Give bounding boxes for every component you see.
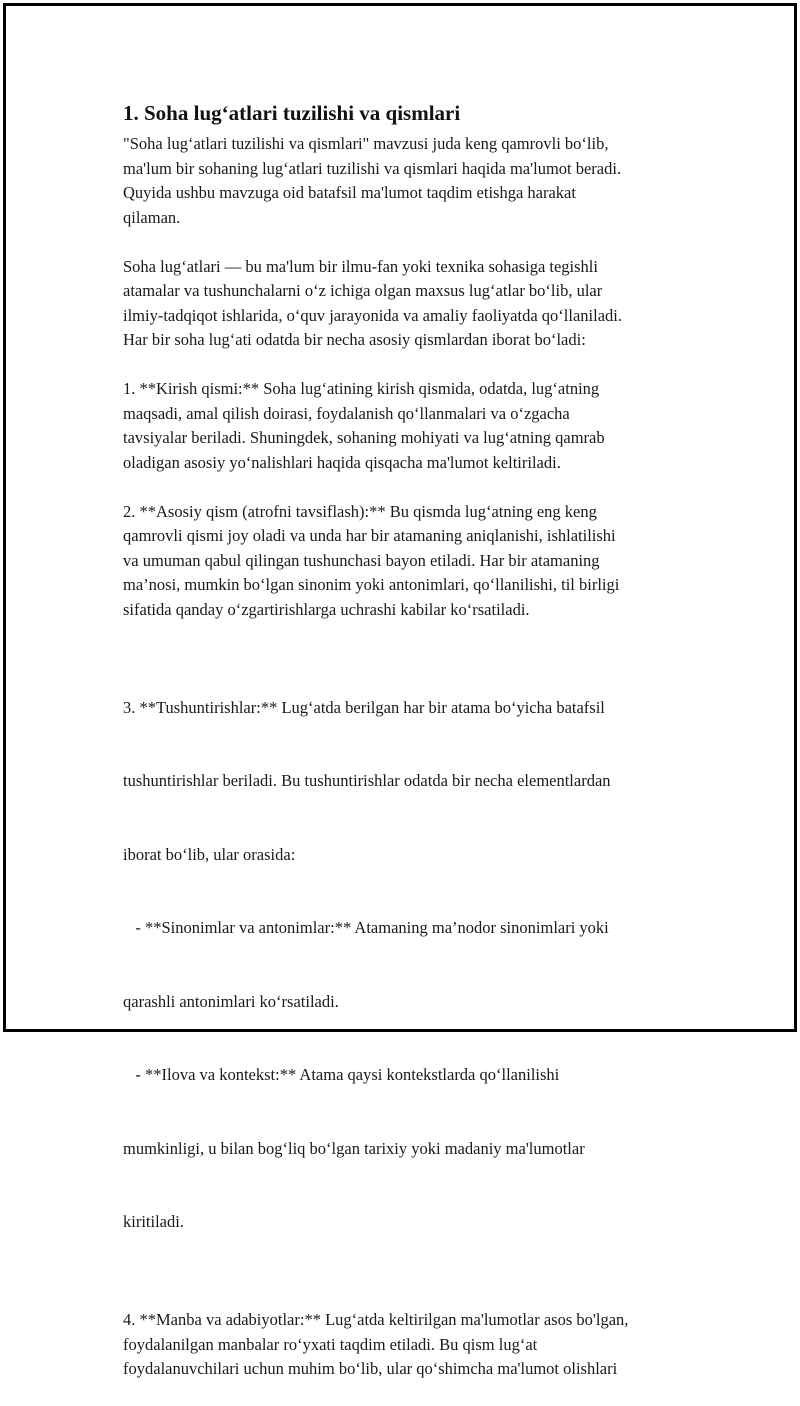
text-line: qarashli antonimlari ko‘rsatiladi.: [123, 991, 339, 1011]
text-line: 1. **Kirish qismi:** Soha lug‘atining kirish qismida, odatda, lug‘atning: [123, 379, 600, 398]
text-line: - **Ilova va kontekst:** Atama qaysi kontekstlarda qo‘llanilishi: [123, 1065, 560, 1084]
text-line: sifatida qanday o‘zgartirishlarga uchrashi kabilar ko‘rsatiladi.: [123, 599, 530, 619]
text-line: foydalanuvchilari uchun muhim bo‘lib, ular qo‘shimcha ma'lumot olishlari: [123, 1359, 618, 1378]
text-line: Har bir soha lug‘ati odatda bir necha asosiy qismlardan iborat bo‘ladi:: [123, 330, 586, 349]
text-line: mumkinligi, u bilan bog‘liq bo‘lgan tarixiy yoki madaniy ma'lumotlar: [123, 1138, 585, 1158]
text-line: Soha lug‘atlari — bu ma'lum bir ilmu-fan yoki texnika sohasiga tegishli: [123, 256, 598, 276]
text-line: va umuman qabul qilingan tushunchasi bayon etiladi. Har bir atamaning: [123, 550, 600, 570]
text-line: tushuntirishlar beriladi. Bu tushuntirishlar odatda bir necha elementlardan: [123, 771, 611, 790]
text-line: 4. **Manba va adabiyotlar:** Lug‘atda keltirilgan ma'lumotlar asos bo'lgan,: [123, 1310, 629, 1329]
paragraph-definition: [123, 255, 703, 353]
document-heading: 1. Soha lug‘atlari tuzilishi va qismlari: [123, 101, 461, 125]
document-body: [123, 101, 703, 1406]
text-line: tavsiyalar beriladi. Shuningdek, sohaning mohiyati va lug‘atning qamrab: [123, 428, 605, 447]
text-line: ma’nosi, mumkin bo‘lgan sinonim yoki antonimlari, qo‘llanilishi, til birligi: [123, 575, 620, 594]
paragraph-intro: [123, 132, 703, 230]
text-line: "Soha lug‘atlari tuzilishi va qismlari" mavzusi juda keng qamrovli bo‘lib,: [123, 134, 609, 153]
text-line: iborat bo‘lib, ular orasida:: [123, 844, 296, 864]
text-line: ilmiy-tadqiqot ishlarida, o‘quv jarayonida va amaliy faoliyatda qo‘llaniladi.: [123, 305, 622, 325]
page-frame: [3, 3, 797, 1378]
text-line: 3. **Tushuntirishlar:** Lug‘atda berilgan har bir atama bo‘yicha batafsil: [123, 697, 605, 717]
paragraph-item-4: [123, 1308, 703, 1382]
text-line: ma'lum bir sohaning lug‘atlari tuzilishi va qismlari haqida ma'lumot beradi.: [123, 158, 622, 178]
text-line: kiritiladi.: [123, 1212, 184, 1231]
text-line: 2. **Asosiy qism (atrofni tavsiflash):** Bu qismda lug‘atning eng keng: [123, 501, 597, 521]
paragraph-item-2: [123, 500, 703, 623]
paragraph-item-1: [123, 377, 703, 475]
text-line: qilaman.: [123, 207, 181, 227]
text-line: oladigan asosiy yo‘nalishlari haqida qisqacha ma'lumot keltiriladi.: [123, 452, 561, 472]
text-line: atamalar va tushunchalarni o‘z ichiga olgan maxsus lug‘atlar bo‘lib, ular: [123, 281, 603, 300]
text-line: qamrovli qismi joy oladi va unda har bir atamaning aniqlanishi, ishlatilishi: [123, 526, 616, 545]
paragraph-item-3: [123, 647, 703, 1284]
text-line: maqsadi, amal qilish doirasi, foydalanish qo‘llanmalari va o‘zgacha: [123, 403, 570, 423]
text-line: Quyida ushbu mavzuga oid batafsil ma'lumot taqdim etishga harakat: [123, 183, 576, 202]
text-line: - **Sinonimlar va antonimlar:** Atamaning ma’nodor sinonimlari yoki: [123, 918, 609, 937]
text-line: foydalanilgan manbalar ro‘yxati taqdim etiladi. Bu qism lug‘at: [123, 1334, 538, 1354]
